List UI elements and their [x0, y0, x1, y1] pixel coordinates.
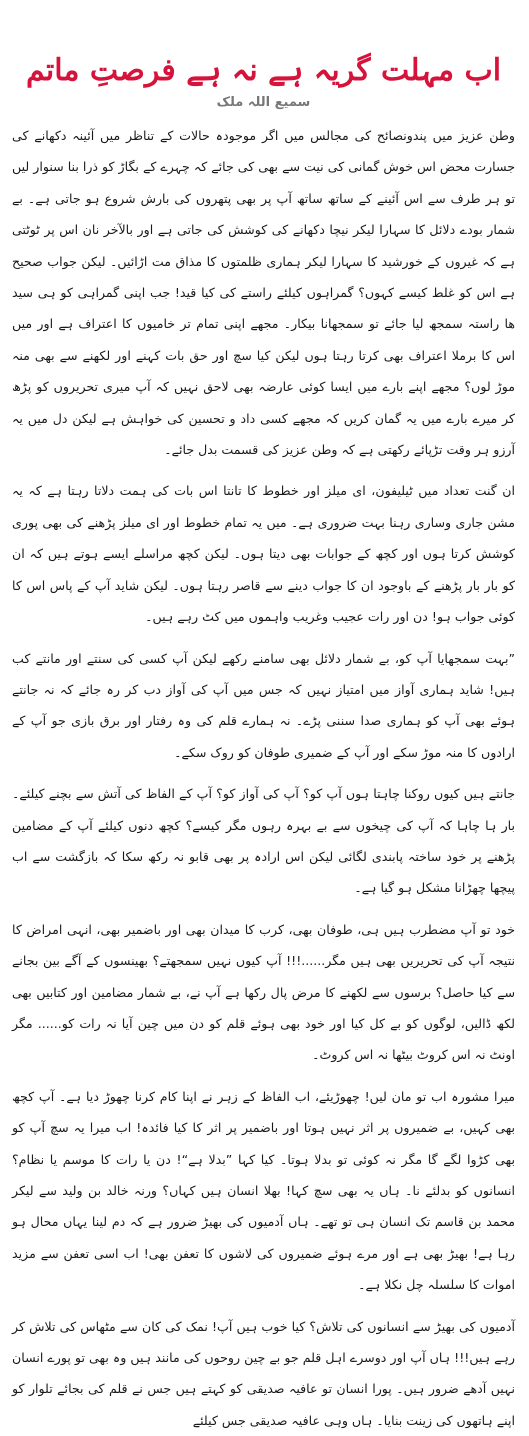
article-paragraph: جانتے ہیں کیوں روکنا چاہتا ہوں آپ کو؟ آپ کی آواز کو؟ آپ کے الفاظ کی آتش سے بچنے کیلئے۔ بار ہا چاہا کہ آپ کی چیخوں سے بے بہرہ رہوں مگر کیسے؟ کچھ دنوں کیلئے آپ کے مضامین پڑھنے پر خود ساختہ پابندی لگائی لیکن اس ارادہ پر بھی قابو نہ رکھ سکا کہ بازگشت سے اب پیچھا چھڑانا مشکل ہو گیا ہے۔	[12, 786, 515, 896]
article-title: اب مہلت گریہ ہے نہ ہے فرصتِ ماتم	[25, 53, 502, 88]
article-paragraph: ”بہت سمجھایا آپ کو، بے شمار دلائل بھی سامنے رکھے لیکن آپ کسی کی سنتے اور مانتے کب ہیں! شاید ہماری آواز میں امتیاز نہیں کہ جس میں آپ کی آواز دب کر رہ جائے کہ نہ جانتے ہوئے بھی آپ کو ہماری صدا سننی پڑے۔ نہ ہمارے قلم کی وہ رفتار اور برق بازی جو آپ کے ارادوں کا منہ موڑ سکے اور آپ کے ضمیری طوفان کو روک سکے۔	[12, 650, 515, 760]
article-paragraph: آدمیوں کی بھیڑ سے انسانوں کی تلاش؟ کیا خوب ہیں آپ! نمک کی کان سے مٹھاس کی تلاش کر رہے ہیں!!! ہاں آپ اور دوسرے اہل قلم جو بے چین روحوں کی مانند ہیں وہ بھی تو پورے انسان نہیں آدھے ضرور ہیں۔ پورا انسان تو عافیہ صدیقی کو کہتے ہیں جس نے قلم کی بجائے تلوار کو اپنے ہاتھوں کی زینت بنایا۔ ہاں وہی عافیہ صدیقی جس کیلئے	[12, 1318, 515, 1428]
article-paragraph: ان گنت تعداد میں ٹیلیفون، ای میلز اور خطوط کا تانتا اس بات کی ہمت دلاتا رہتا ہے کہ یہ مشن جاری وساری رہنا بہت ضروری ہے۔ میں یہ تمام خطوط اور ای میلز پڑھنے کی بھی پوری کوشش کرتا ہوں اور کچھ کے جوابات بھی دیتا ہوں۔ لیکن کچھ مراسلے ایسے ہوتے ہیں کہ ان کو بار بار پڑھنے کے باوجود ان کا جواب دینے سے قاصر رہتا ہوں۔ لیکن شاید آپ کے پاس اس کا کوئی جواب ہو! دن اور رات عجیب وغریب واہموں میں کٹ رہے ہیں۔	[12, 483, 515, 625]
article-body	[12, 120, 515, 1436]
article-page	[0, 50, 529, 1428]
author-byline: سمیع اللہ ملک	[216, 95, 311, 110]
article-paragraph: میرا مشورہ اب تو مان لیں! چھوڑیئے، اب الفاظ کے زہر نے اپنا کام کرنا چھوڑ دیا ہے۔ آپ کچھ بھی کہیں، بے ضمیروں پر اثر نہیں ہوتا اور باضمیر پر اثر کا کیا فائدہ! اب میرا یہ سچ آپ کو بھی کڑوا لگے گا مگر نہ کوئی تو بدلا ہوتا۔ کیا کہا ”بدلا ہے“! دن یا رات کا موسم یا نظام؟ انسانوں کو بدلئے نا۔ ہاں یہ بھی سچ کہا! بھلا انسان ہیں کہاں؟ ورنہ خالد بن ولید سے لیکر محمد بن قاسم تک انسان ہی تو تھے۔ ہاں آدمیوں کی بھیڑ ضرور ہے کہ دم لینا یہاں محال ہو رہا ہے! بھیڑ بھی ہے اور مرے ہوئے ضمیروں کی لاشوں کا تعفن بھی! اب اسی تعفن سے مزید اموات کا سلسلہ چل نکلا ہے۔	[12, 1088, 515, 1293]
article-paragraph: خود تو آپ مضطرب ہیں ہی، طوفان بھی، کرب کا میدان بھی اور باضمیر بھی، انہی امراض کا نتیجہ آپ کی تحریریں بھی ہیں مگر......!!! آپ کیوں نہیں سمجھتے؟ بھینسوں کے آگے بین بجانے سے کیا حاصل؟ برسوں سے لکھنے کا مرض پال رکھا ہے آپ نے، بے شمار مضامین اور کتابیں بھی لکھ ڈالیں، لوگوں کو بے کل کیا اور خود بھی ہوئے قلم کو دن میں چین آیا نہ رات کو...... مگر اونٹ نہ اس کروٹ بیٹھا نہ اس کروٹ۔	[12, 921, 515, 1063]
article-paragraph: وطن عزیز میں پندونصائح کی مجالس میں اگر موجودہ حالات کے تناظر میں آئینہ دکھانے کی جسارت محض اس خوش گمانی کی نیت سے بھی کی جائے کہ چہرے کے بگاڑ کو ذرا بنا سنوار لیں تو ہر طرف سے اس آئینے کے ساتھ ساتھ آپ پر بھی پتھروں کی بارش شروع ہو جاتی ہے۔ بے شمار بودے دلائل کا سہارا لیکر نیچا دکھانے کی کوشش کی جاتی ہے اور بالآخر نان اس پر ٹوٹتی ہے کہ غیروں کے خورشید کا سہارا لیکر ہماری ظلمتوں کا مذاق مت اڑائیں۔ لیکن جواب صحیح ہے اس کو غلط کیسے کہوں؟ گمراہوں کیلئے راستے کی کیا قید! جب اپنی گمراہی کو ہی سید ھا راستہ سمجھ لیا جائے تو سمجھانا بیکار۔ مجھے اپنی تمام تر خامیوں کا اعتراف ہے اور میں اس کا برملا اعتراف بھی کرتا رہتا ہوں لیکن کیا سچ اور حق بات کہنے اور لکھنے سے بھی منہ موڑ لوں؟ مجھے اپنے بارے میں ایسا کوئی عارضہ بھی لاحق نہیں کہ آپ میری تحریروں کو پڑھ کر میرے بارے میں یہ گمان کریں کہ مجھے کسی داد و تحسین کی خواہش ہے لیکن دل میں یہ آرزو ہر وقت تڑپائے رکھتی ہے کہ وطن عزیز کی قسمت بدل جائے۔	[12, 128, 515, 458]
